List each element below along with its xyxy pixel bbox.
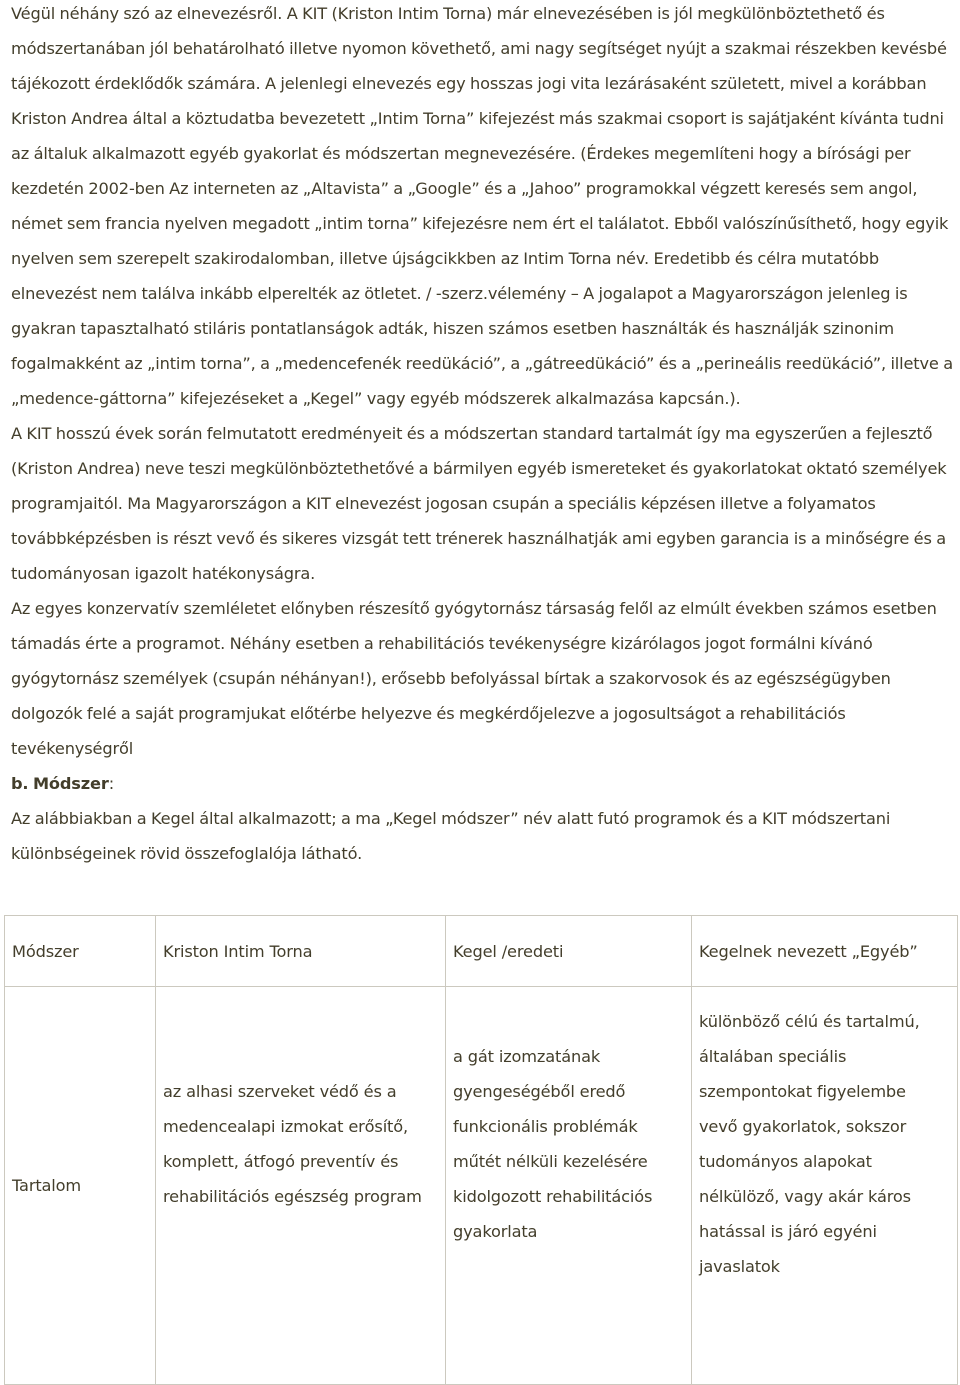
cell-line: különböző célú és tartalmú,	[699, 1012, 920, 1031]
article-text	[11, 0, 953, 871]
cell-line: medencealapi izmokat erősítő,	[163, 1117, 408, 1136]
header-kegel-original: Kegel /eredeti	[446, 916, 692, 987]
cell-line: a gát izomzatának	[453, 1047, 601, 1066]
section-suffix: :	[108, 774, 115, 793]
cell-line: általában speciális	[699, 1047, 847, 1066]
table-header-row	[5, 916, 958, 987]
cell-kit-lines	[163, 1074, 438, 1214]
paragraph-naming: Végül néhány szó az elnevezésről. A KIT (Kriston Intim Torna) már elnevezésében is jól megkülönböztethető és módszertanában jól behatárolható illetve nyomon követhető, ami nagy segítséget nyújt a szakmai részekben kevésbé tájékozott érdeklődők számára. A jelenlegi elnevezés egy hosszas jogi vita lezárásaként született, mivel a korábban Kriston Andrea által a köztudatba bevezetett „Intim Torna” kifejezést más szakmai csoport is sajátjaként kívánta tudni az általuk alkalmazott egyéb gyakorlat és módszertan megnevezésére. (Érdekes megemlíteni hogy a bírósági per kezdetén 2002-ben Az interneten az „Altavista” a „Google” és a „Jahoo” programokkal végzett keresés sem angol, német sem francia nyelven megadott „intim torna” kifejezésre nem ért el találatot. Ebből valószínűsíthető, hogy egyik nyelven sem szerepelt szakirodalomban, illetve újságcikkben az Intim Torna név. Eredetibb és célra mutatóbb elnevezést nem találva inkább elperelték az ötletet. / -szerz.vélemény – A jogalapot a Magyarországon jelenleg is gyakran tapasztalható stiláris pontatlanságok adták, hiszen számos esetben használták és használják szinonim fogalmakként az „intim torna”, a „medencefenék reedükáció”, a „gátreedükáció” és a „perineális reedükáció”, illetve a „medence-gáttorna” kifejezéseket a „Kegel” vagy egyéb módszerek alkalmazása kapcsán.).	[11, 4, 954, 408]
paragraph-results: A KIT hosszú évek során felmutatott eredményeit és a módszertan standard tartalmát így ma egyszerűen a fejlesztő (Kriston Andrea) neve teszi megkülönböztethetővé a bármilyen egyéb ismereteket és gyakorlatokat oktató személyek programjaitól. Ma Magyarországon a KIT elnevezést jogosan csupán a speciális képzésen illetve a folyamatos továbbképzésben is részt vevő és sikeres vizsgát tett trénerek használhatják ami egyben garancia is a minőségre és a tudományosan igazolt hatékonyságra.	[11, 424, 947, 583]
cell-line: műtét nélküli kezelésére	[453, 1152, 648, 1171]
cell-line: vevő gyakorlatok, sokszor	[699, 1117, 907, 1136]
comparison-table	[4, 915, 958, 1385]
header-kegel-other: Kegelnek nevezett „Egyéb”	[692, 916, 958, 987]
cell-line: gyakorlata	[453, 1222, 538, 1241]
section-heading	[11, 766, 953, 801]
document-body	[11, 0, 953, 871]
cell-line: szempontokat figyelembe	[699, 1082, 906, 1101]
header-kit: Kriston Intim Torna	[156, 916, 446, 987]
cell-line: javaslatok	[699, 1257, 780, 1276]
cell-line: rehabilitációs egészség program	[163, 1187, 422, 1206]
cell-line: gyengeségéből eredő	[453, 1082, 626, 1101]
cell-line: az alhasi szerveket védő és a	[163, 1082, 397, 1101]
cell-line: hatással is járó egyéni	[699, 1222, 877, 1241]
cell-line: tudományos alapokat	[699, 1152, 872, 1171]
cell-kegel-original-lines	[453, 1039, 684, 1249]
cell-line: funkcionális problémák	[453, 1117, 638, 1136]
section-letter: b.	[11, 774, 29, 793]
header-method: Módszer	[5, 916, 156, 987]
section-title: Módszer	[32, 774, 109, 793]
paragraph-criticism: Az egyes konzervatív szemléletet előnyben részesítő gyógytornász társaság felől az elmúlt években számos esetben támadás érte a programot. Néhány esetben a rehabilitációs tevékenységre kizárólagos jogot formálni kívánó gyógytornász személyek (csupán néhányan!), erősebb befolyással bírtak a szakorvosok és az egészségügyben dolgozók felé a saját programjukat előtérbe helyezve és megkérdőjelezve a jogosultságot a rehabilitációs tevékenységről	[11, 599, 937, 758]
cell-kegel-other-lines	[699, 1004, 950, 1284]
paragraph-intro: Az alábbiakban a Kegel által alkalmazott; a ma „Kegel módszer” név alatt futó programok és a KIT módszertani különbségeinek rövid összefoglalója látható.	[11, 809, 891, 863]
cell-line: nélkülöző, vagy akár káros	[699, 1187, 911, 1206]
cell-line: komplett, átfogó preventív és	[163, 1152, 399, 1171]
row-label-content: Tartalom	[5, 987, 156, 1385]
cell-line: kidolgozott rehabilitációs	[453, 1187, 653, 1206]
